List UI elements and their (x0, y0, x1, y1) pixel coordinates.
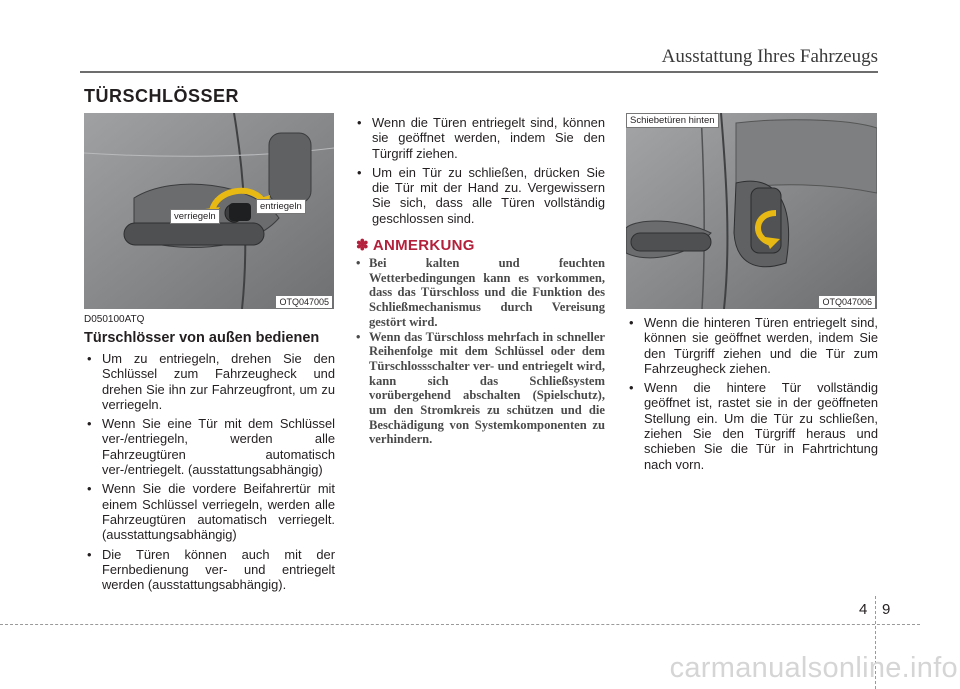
note-item: • Wenn das Türschloss mehrfach in schneller Reihenfolge mit dem Schlüssel oder dem Türschlossschalter ver- und entriegelt wird, kann sich das Schließsystem vorübergehend abschalten (Spielschutz), um den Stromkreis zu schützen und die Beschädigung von Systemkomponenten zu verhindern. (354, 330, 605, 448)
note-heading (356, 236, 475, 254)
footer-rule (0, 624, 920, 625)
sliding-door-illustration (626, 113, 877, 309)
note-list (354, 256, 605, 447)
page-number: 9 (882, 601, 891, 618)
page-chapter: 4 (859, 601, 868, 618)
sliding-door-photo (626, 113, 877, 309)
section-title: TÜRSCHLÖSSER (84, 86, 240, 106)
subheading: Türschlösser von außen bedienen (84, 330, 320, 346)
label-lock: verriegeln (170, 209, 220, 224)
figure-code: OTQ047005 (276, 296, 332, 308)
middle-column-text (354, 115, 605, 230)
door-lock-photo (84, 113, 334, 309)
bullet-item: • Um zu entriegeln, drehen Sie den Schlüssel zum Fahrzeugheck und drehen Sie ihn zur Fahrzeugfront, um zu verriegeln. (84, 351, 335, 412)
note-symbol: ✽ (356, 237, 369, 254)
note-item: • Bei kalten und feuchten Wetterbedingungen kann es vorkommen, dass das Türschloss und die Funktion des Schließmechanismus durch Vereisung gestört wird. (354, 256, 605, 330)
watermark: carmanualsonline.info (669, 652, 958, 684)
label-sliding-doors: Schiebetüren hinten (626, 113, 719, 128)
bullet-item: • Wenn die hintere Tür vollständig geöffnet ist, rastet sie in der geöffneten Stellung ein. Um die Tür zu schließen, ziehen Sie den Türgriff heraus und schieben Sie die Tür in Fahrtrichtung nach vorn. (626, 380, 878, 472)
note-heading-label: ANMERKUNG (372, 237, 475, 254)
figure-code: OTQ047006 (819, 296, 875, 308)
bullet-item: • Wenn die hinteren Türen entriegelt sind, können sie geöffnet werden, indem Sie den Türgriff ziehen und die Tür zum Fahrzeugheck ziehen. (626, 315, 878, 376)
section-code: D050100ATQ (84, 314, 145, 325)
right-column-text (626, 315, 878, 476)
bullet-item: • Wenn Sie eine Tür mit dem Schlüssel ver-/entriegeln, werden alle Fahrzeugtüren automatisch ver-/entriegelt. (ausstattungsabhängig) (84, 416, 335, 477)
bullet-item: • Wenn Sie die vordere Beifahrertür mit einem Schlüssel verriegeln, werden alle Fahrzeugtüren automatisch verriegelt. (ausstattungsabhängig) (84, 481, 335, 542)
running-header: Ausstattung Ihres Fahrzeugs (661, 46, 878, 67)
label-unlock: entriegeln (256, 199, 306, 214)
bullet-item: • Die Türen können auch mit der Fernbedienung ver- und entriegelt werden (ausstattungsabhängig). (84, 547, 335, 593)
bullet-item: • Wenn die Türen entriegelt sind, können sie geöffnet werden, indem Sie den Türgriff ziehen. (354, 115, 605, 161)
header-rule (80, 71, 878, 73)
bullet-item: • Um ein Tür zu schließen, drücken Sie die Tür mit der Hand zu. Vergewissern Sie sich, dass alle Türen vollständig geschlossen sind. (354, 165, 605, 226)
left-column-text (84, 351, 335, 596)
